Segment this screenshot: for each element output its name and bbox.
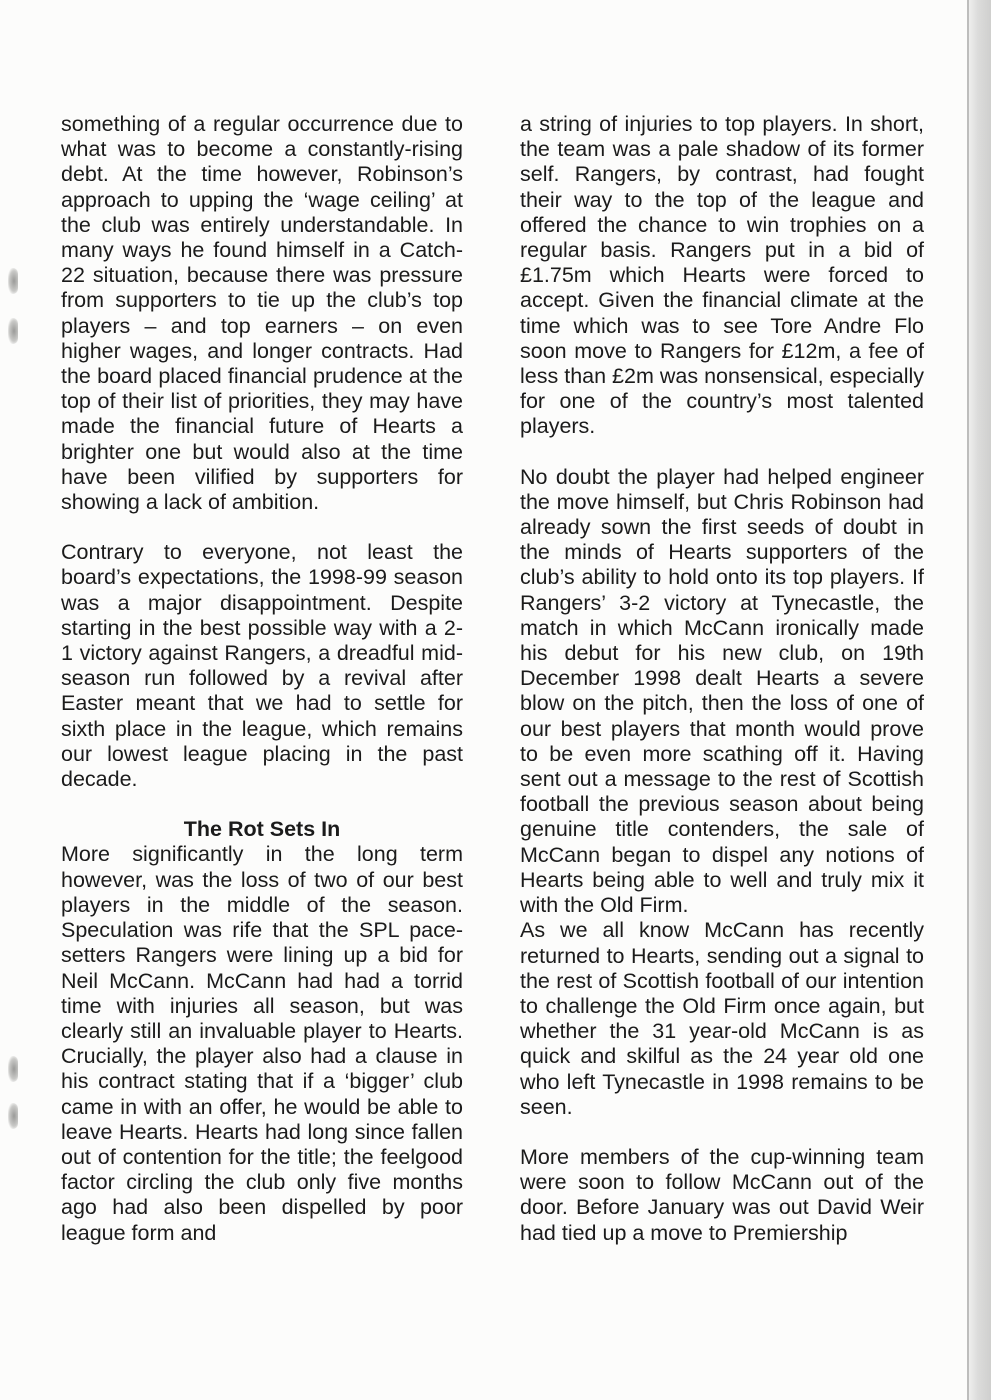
paragraph-wage-ceiling: something of a regular occurrence due to what was to become a constantly-rising debt. At the time however, Robinson’s approach to upping the ‘wage ceiling’ at the club was entirely understandable. In many ways he found himself in a Catch-22 situation, because there was pressure from supporters to tie up the club’s top players – and top earners – on even higher wages, and longer contracts. Had the board placed financial prudence at the top of their list of priorities, they may have made the financial future of Hearts a brighter one but would also at the time have been vilified by supporters for showing a lack of ambition. bbox=[61, 112, 463, 515]
binding-hole-mark bbox=[8, 268, 18, 294]
page-edge-line bbox=[967, 0, 969, 1400]
section-heading: The Rot Sets In bbox=[183, 817, 341, 842]
paragraph-loss-of-players: More significantly in the long term however, was the loss of two of our best players in the middle of the season. Speculation was rife that the SPL pace-setters Rangers were lining up a bid for Neil McCann. McCann had had a torrid time with injuries all season, but was clearly still an invaluable player to Hearts. Crucially, the player also had a clause in his contract stating that if a ‘bigger’ club came in with an offer, he would be able to leave Hearts. Hearts had long since fallen out of contention for the title; the feelgood factor circling the club only five months ago had also been dispelled by poor league form and bbox=[61, 842, 463, 1245]
paragraph-weir-move: More members of the cup-winning team were soon to follow McCann out of the door. Before January was out David Weir had tied up a move to Premiership bbox=[520, 1144, 924, 1245]
left-column bbox=[61, 112, 463, 1246]
paragraph-seeds-of-doubt: No doubt the player had helped engineer the move himself, but Chris Robinson had already sown the first seeds of doubt in the minds of Hearts supporters of the club’s ability to hold onto its top players. If Rangers’ 3-2 victory at Tynecastle, the match in which McCann ironically made his debut for his new club, on 19th December 1998 dealt Hearts a severe blow on the pitch, then the loss of one of our best players that month would prove to be even more scathing off it. Having sent out a message to the rest of Scottish football the previous season about being genuine title contenders, the sale of McCann began to dispel any notions of Hearts being able to well and truly mix it with the Old Firm. bbox=[520, 464, 924, 918]
paragraph-mccann-return: As we all know McCann has recently returned to Hearts, sending out a signal to the rest of Scottish football of our intention to challenge the Old Firm once again, but whether the 31 year-old McCann is as quick and skilful as the 24 year old one who left Tynecastle in 1998 remains to be seen. bbox=[520, 918, 924, 1119]
binding-hole-mark bbox=[8, 318, 18, 344]
binding-hole-mark bbox=[8, 1103, 18, 1129]
binding-hole-mark bbox=[8, 1056, 18, 1082]
paragraph-season-disappointment: Contrary to everyone, not least the board’s expectations, the 1998-99 season was a major disappointment. Despite starting in the best possible way with a 2-1 victory against Rangers, a dreadful mid-season run followed by a revival after Easter meant that we had to settle for sixth place in the league, which remains our lowest league placing in the past decade. bbox=[61, 540, 463, 792]
paragraph-rangers-bid: a string of injuries to top players. In short, the team was a pale shadow of its former self. Rangers, by contrast, had fought their way to the top of the league and offered the chance to win trophies on a regular basis. Rangers put in a bid of £1.75m which Hearts were forced to accept. Given the financial climate at the time which was to see Tore Andre Flo soon move to Rangers for £12m, a fee of less than £2m was nonsensical, especially for one of the country’s most talented players. bbox=[520, 112, 924, 439]
right-column bbox=[520, 112, 924, 1246]
page-edge-shadow bbox=[967, 0, 991, 1400]
